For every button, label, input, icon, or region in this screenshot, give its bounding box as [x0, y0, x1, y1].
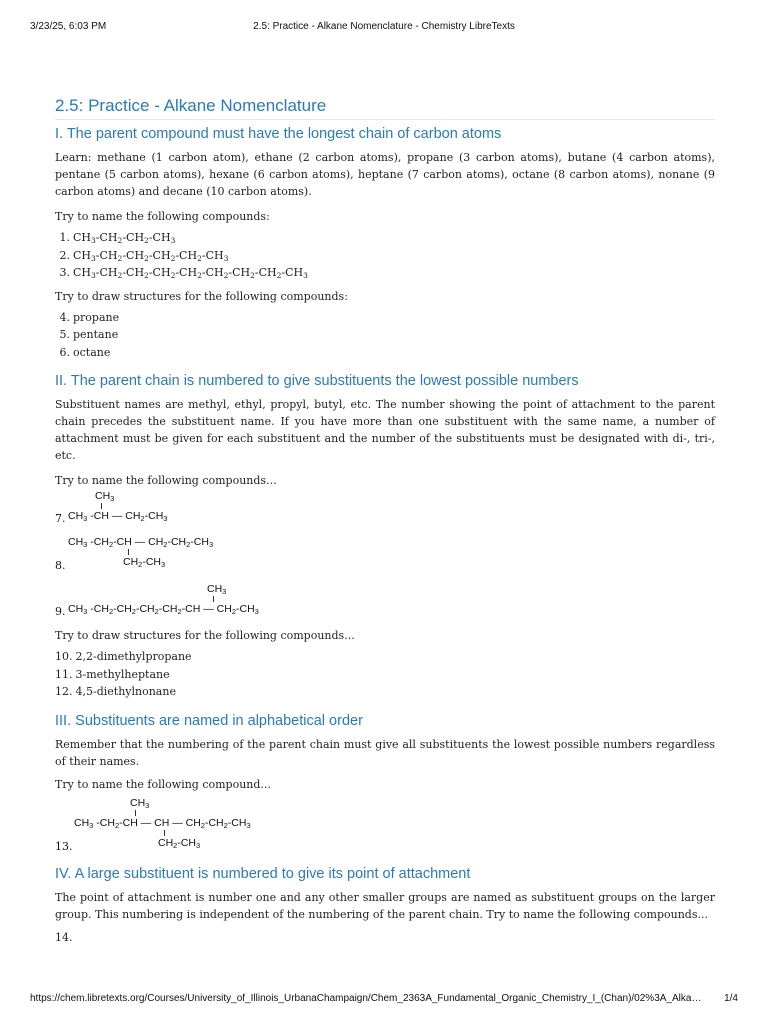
- list-item: 3. $CH_3-CH_2-CH_2-CH_2-CH_2-CH_2-CH_2-CH_2-CH_3$: [59, 266, 308, 280]
- print-datetime: 3/23/25, 6:03 PM: [30, 21, 107, 32]
- section-3-body: Remember that the numbering of the parent chain must give all substituents the lowest possible numbers regardless of their names.: [55, 737, 715, 768]
- list-item: 2. $CH_3-CH_2-CH_2-CH_2-CH_2-CH_3$: [59, 248, 229, 263]
- article: [55, 96, 715, 946]
- section-1-prompt-draw: Try to draw structures for the following compounds:: [55, 289, 348, 303]
- section-2-body: Substituent names are methyl, ethyl, propyl, butyl, etc. The number showing the point of attachment to the parent chain precedes the substituent name. If you have more than one substituent with the same name, a number of attachment must be given for each substituent and the number of the substituents must be designated with di-, tri-, etc.: [55, 398, 715, 462]
- section-2-prompt-draw: Try to draw structures for the following compounds...: [55, 629, 355, 642]
- print-title: 2.5: Practice - Alkane Nomenclature - Chemistry LibreTexts: [253, 21, 515, 32]
- print-page-number: 1/4: [724, 993, 738, 1004]
- section-2-heading: II. The parent chain is numbered to give substituents the lowest possible numbers: [55, 373, 579, 389]
- page-title: 2.5: Practice - Alkane Nomenclature: [55, 96, 715, 120]
- section-3-heading: III. Substituents are named in alphabetical order: [55, 712, 363, 729]
- structure-9: $CH_3$ 9. $CH_3$ $-CH_2-CH_2-CH_2-CH_2-CH$ — $CH_2-CH_3$: [55, 583, 259, 618]
- print-url: https://chem.libretexts.org/Courses/University_of_Illinois_UrbanaChampaign/Chem_2363A_Fundamental_Organic_Chemistry_I_(Chan)/02%3A_Alka…: [30, 993, 702, 1004]
- draw-list-1: [55, 309, 715, 362]
- section-1-learn: Learn: methane (1 carbon atom), ethane (2 carbon atoms), propane (3 carbon atoms), butane (4 carbon atoms), pentane (5 carbon atoms), hexane (6 carbon atoms), heptane (7 carbon atoms), octane (8 carbon atoms), nonane (9 carbon atoms) and decane (10 carbon atoms).: [55, 151, 715, 198]
- section-3-prompt: Try to name the following compound...: [55, 777, 271, 791]
- section-4-body: The point of attachment is number one and any other smaller groups are named as substituent groups on the larger group. This numbering is independent of the numbering of the parent chain. Try to name the following compounds...: [55, 890, 715, 921]
- section-4-heading: IV. A large substituent is numbered to give its point of attachment: [55, 865, 471, 882]
- list-item: 4. propane: [59, 310, 120, 324]
- item-14-label: 14.: [55, 930, 73, 944]
- section-1-heading: I. The parent compound must have the longest chain of carbon atoms: [55, 126, 502, 142]
- list-item: 11. 3-methylheptane: [55, 667, 170, 681]
- section-1-prompt-name: Try to name the following compounds:: [55, 210, 270, 223]
- section-2-prompt-name: Try to name the following compounds...: [55, 474, 277, 487]
- structure-13: $CH_3$ $CH_3$ $-CH_2-CH$ — CH — $CH_2-CH_2-CH_3$ 13. $CH_2-CH_3$: [55, 796, 251, 853]
- structure-7: $CH_3$ 7. $CH_3$ -CH — $CH_2-CH_3$: [55, 490, 168, 525]
- list-item: 6. octane: [59, 345, 111, 359]
- list-item: 12. 4,5-diethylnonane: [55, 685, 176, 698]
- name-list-1: [55, 229, 715, 282]
- list-item: 1. $CH_3-CH_2-CH_2-CH_3$: [59, 231, 176, 245]
- list-item: 5. pentane: [59, 328, 119, 341]
- draw-list-2: [55, 648, 715, 701]
- structure-8: $CH_3$ $-CH_2-CH$ — $CH_2-CH_2-CH_3$ 8. $CH_2-CH_3$: [55, 536, 214, 572]
- list-item: 10. 2,2-dimethylpropane: [55, 650, 192, 663]
